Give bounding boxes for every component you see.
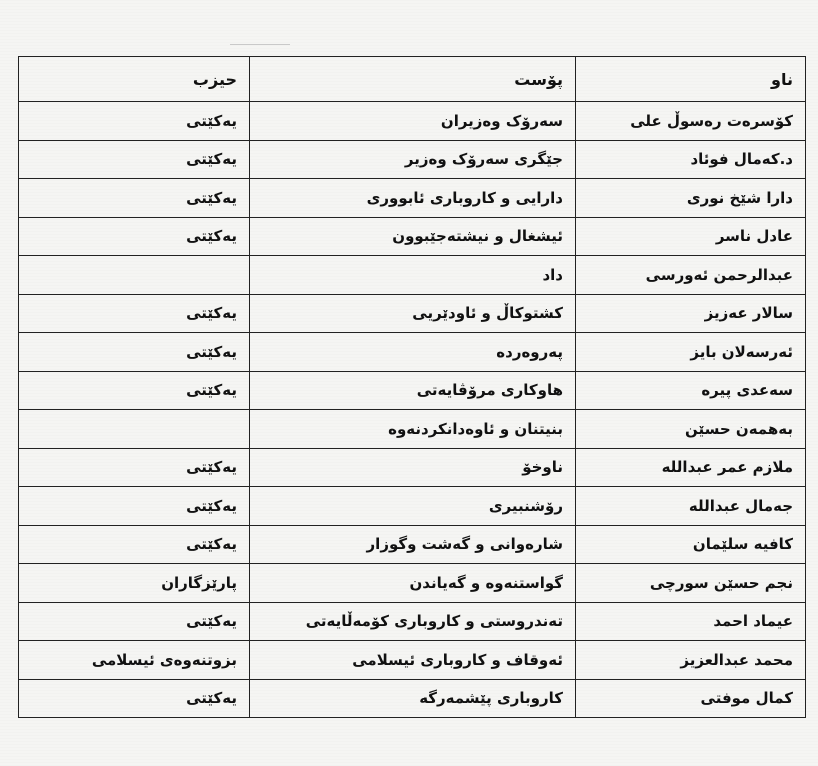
table-row [19, 140, 806, 179]
cell-name: نجم حسێن سورچی [576, 564, 806, 603]
cell-name: عادل ناسر [576, 217, 806, 256]
cell-party: یەکێتی [19, 102, 250, 141]
table-row [19, 602, 806, 641]
cell-party: یەکێتی [19, 487, 250, 526]
cell-name: بەهمەن حسێن [576, 410, 806, 449]
cell-post: کاروباری پێشمەرگە [250, 679, 576, 718]
cell-name: عیماد احمد [576, 602, 806, 641]
header-party: حیزب [19, 57, 250, 102]
table-row [19, 448, 806, 487]
table-row [19, 487, 806, 526]
header-name: ناو [576, 57, 806, 102]
cell-post: هاوکاری مرۆڤایەتی [250, 371, 576, 410]
table-row [19, 333, 806, 372]
table-row [19, 371, 806, 410]
cell-post: دارایی و کاروباری ئابووری [250, 179, 576, 218]
cell-name: محمد عبدالعزیز [576, 641, 806, 680]
cell-post: پەروەردە [250, 333, 576, 372]
cell-name: کۆسرەت رەسوڵ علی [576, 102, 806, 141]
cell-party [19, 410, 250, 449]
table-row [19, 525, 806, 564]
cell-post: کشتوکاڵ و ئاودێریی [250, 294, 576, 333]
cell-post: شارەوانی و گەشت وگوزار [250, 525, 576, 564]
table-row [19, 410, 806, 449]
cell-name: د.کەمال فوئاد [576, 140, 806, 179]
cell-party: یەکێتی [19, 179, 250, 218]
table-row [19, 217, 806, 256]
cell-post: ئیشغال و نیشتەجێبوون [250, 217, 576, 256]
cell-post: تەندروستی و کاروباری کۆمەڵایەتی [250, 602, 576, 641]
cell-party: یەکێتی [19, 371, 250, 410]
cell-party: پارێزگاران [19, 564, 250, 603]
cell-post: سەرۆک وەزیران [250, 102, 576, 141]
cell-party [19, 256, 250, 295]
cell-party: بزوتنەوەی ئیسلامی [19, 641, 250, 680]
table-row [19, 641, 806, 680]
cell-name: سەعدی پیرە [576, 371, 806, 410]
cell-name: ئەرسەلان بایز [576, 333, 806, 372]
cell-post: بنیتنان و ئاوەدانکردنەوە [250, 410, 576, 449]
cabinet-table [18, 56, 806, 718]
table-header-row [19, 57, 806, 102]
table-row [19, 179, 806, 218]
cell-post: ئەوقاف و کاروباری ئیسلامی [250, 641, 576, 680]
cell-party: یەکێتی [19, 294, 250, 333]
table-row [19, 564, 806, 603]
cell-party: یەکێتی [19, 140, 250, 179]
cell-party: یەکێتی [19, 525, 250, 564]
cell-party: یەکێتی [19, 679, 250, 718]
table-row [19, 102, 806, 141]
cell-post: رۆشنبیری [250, 487, 576, 526]
cell-party: یەکێتی [19, 333, 250, 372]
cell-name: دارا شێخ نوری [576, 179, 806, 218]
cell-name: جەمال عبدالله [576, 487, 806, 526]
top-rule [230, 44, 290, 45]
cell-name: سالار عەزیز [576, 294, 806, 333]
cell-party: یەکێتی [19, 448, 250, 487]
cell-party: یەکێتی [19, 217, 250, 256]
cell-party: یەکێتی [19, 602, 250, 641]
cell-post: داد [250, 256, 576, 295]
table-row [19, 679, 806, 718]
header-post: پۆست [250, 57, 576, 102]
table-row [19, 256, 806, 295]
cell-post: گواستنەوە و گەیاندن [250, 564, 576, 603]
cell-name: عبدالرحمن ئەورسی [576, 256, 806, 295]
cell-name: کمال موفتی [576, 679, 806, 718]
cell-post: جێگری سەرۆک وەزیر [250, 140, 576, 179]
cell-name: کافیە سلێمان [576, 525, 806, 564]
cell-name: ملازم عمر عبدالله [576, 448, 806, 487]
cabinet-table-body [19, 57, 806, 718]
cell-post: ناوخۆ [250, 448, 576, 487]
table-row [19, 294, 806, 333]
